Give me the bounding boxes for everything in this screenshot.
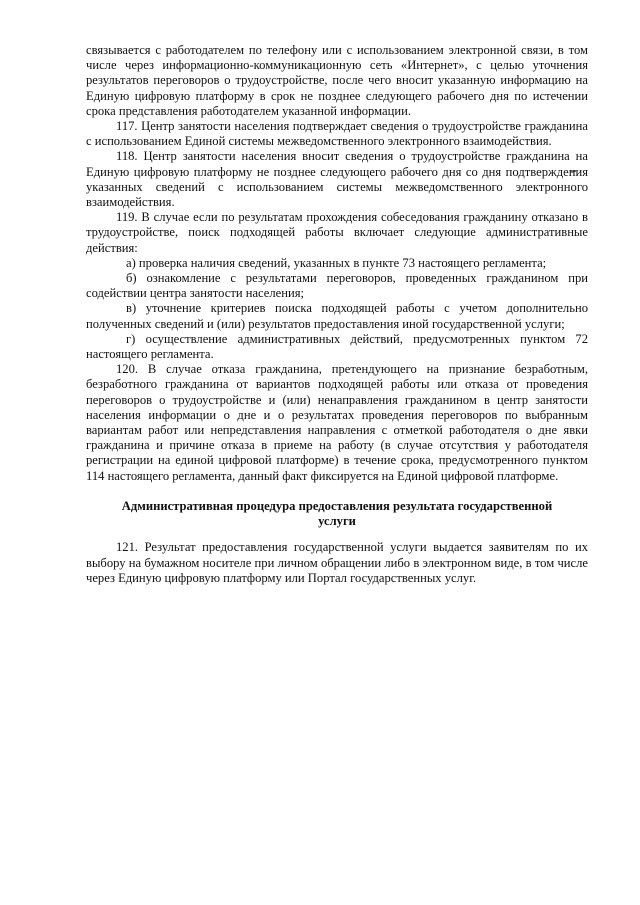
spacer [86,529,588,540]
paragraph-117: 117. Центр занятости населения подтверждает сведения о трудоустройстве гражданина с использованием Единой системы межведомственного электронного взаимодействия. [86,119,588,149]
section-heading: Административная процедура предоставления результата государственной услуги [121,498,553,529]
paragraph-118: 118. Центр занятости населения вносит сведения о трудоустройстве гражданина на Единую цифровую платформу не позднее следующего рабочего дня со дня подтверждения указанных сведений с использованием системы межведомственного электронного взаимодействия. [86,149,588,210]
list-item-d: г) осуществление административных действий, предусмотренных пунктом 72 настоящего регламента. [86,331,588,362]
spacer [86,484,588,499]
list-item-b: б) ознакомление с результатами переговоров, проведенных гражданином при содействии центра занятости населения; [86,271,588,301]
paragraph-120: 120. В случае отказа гражданина, претендующего на признание безработным, безработного гражданина от вариантов подходящей работы или отказа от проведения переговоров о трудоустройстве и (или) ненаправления гражданином в центр занятости населения информации о дне и о результатах проведения переговоров по выбранным вариантам работ или непредставления направления с отметкой работодателя о дне явки гражданина и причине отказа в приеме на работу (в случае отсутствия у работодателя регистрации на единой цифровой платформе) в течение срока, предусмотренного пунктом 114 настоящего регламента, данный факт фиксируется на Единой цифровой платформе. [86,362,588,483]
list-item-a: а) проверка наличия сведений, указанных в пункте 73 настоящего регламента; [126,255,547,270]
paragraph-121: 121. Результат предоставления государственной услуги выдается заявителям по их выбору на бумажном носителе при личном обращении либо в электронном виде, в том числе через Единую цифровую платформу или Портал государственных услуг. [86,540,588,585]
list-item-c: в) уточнение критериев поиска подходящей работы с учетом дополнительно полученных сведений и (или) результатов предоставления иной государственной услуги; [86,301,588,331]
paragraph-119: 119. В случае если по результатам прохождения собеседования гражданину отказано в трудоустройстве, поиск подходящей работы включает следующие административные действия: [86,210,588,255]
document-body [86,43,588,586]
paragraph-continued: связывается с работодателем по телефону или с использованием электронной связи, в том числе через информационно-коммуникационную сеть «Интернет», с целью уточнения результатов переговоров о трудоустройстве, после чего вносит указанную информацию на Единую цифровую платформу в срок не позднее следующего рабочего дня по истечении срока представления работодателем указанной информации. [86,43,588,118]
